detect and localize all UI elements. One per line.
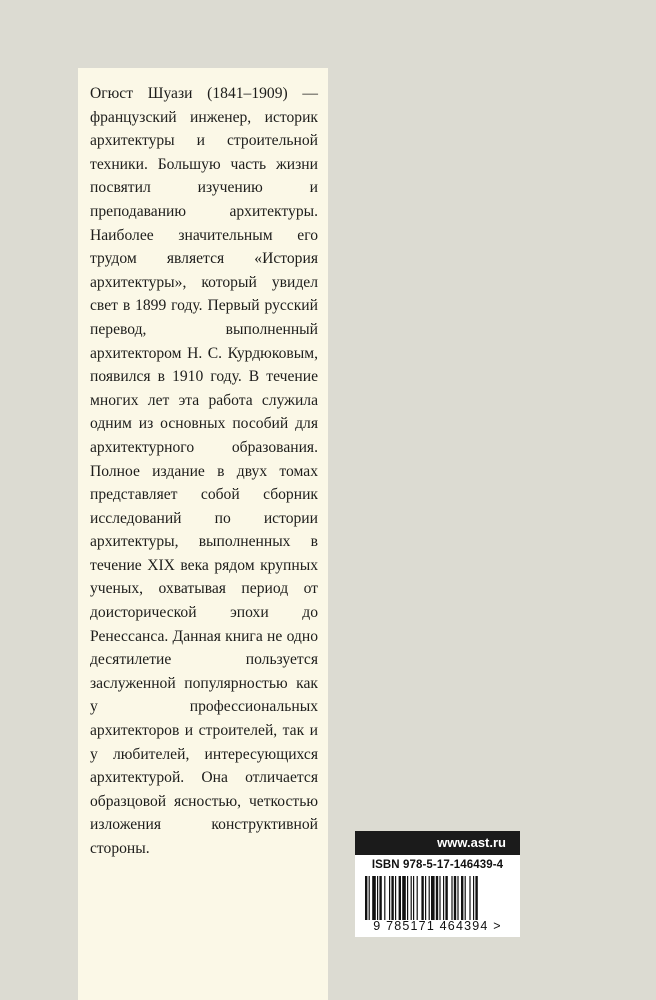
back-cover-blurb: Огюст Шуази (1841–1909) — французский инженер, историк архитектуры и строительной техники. Большую часть жизни посвятил изучению и преподаванию архитектуры. Наиболее значительным его трудом является «История архитектуры», который увидел свет в 1899 году. Первый русский перевод, выполненный архитектором Н. С. Курдюковым, появился в 1910 году. В течение многих лет эта работа служила одним из основных пособий для архитектурного образования. Полное издание в двух томах представляет собой сборник исследований по истории архитектуры, выполненных в течение XIX века рядом крупных ученых, охватывая период от доисторической эпохи до Ренессанса. Данная книга не одно десятилетие пользуется заслуженной популярностью как у профессиональных архитекторов и строителей, так и у любителей, интересующихся архитектурой. Она отличается образцовой ясностью, четкостью изложения конструктивной стороны. — [90, 85, 318, 857]
barcode-icon — [365, 876, 510, 920]
barcode-block — [355, 831, 520, 937]
publisher-website: www.ast.ru — [355, 831, 520, 855]
isbn-label: ISBN 978-5-17-146439-4 — [371, 859, 504, 871]
barcode-digits: 9 785171 464394 > — [373, 919, 502, 933]
